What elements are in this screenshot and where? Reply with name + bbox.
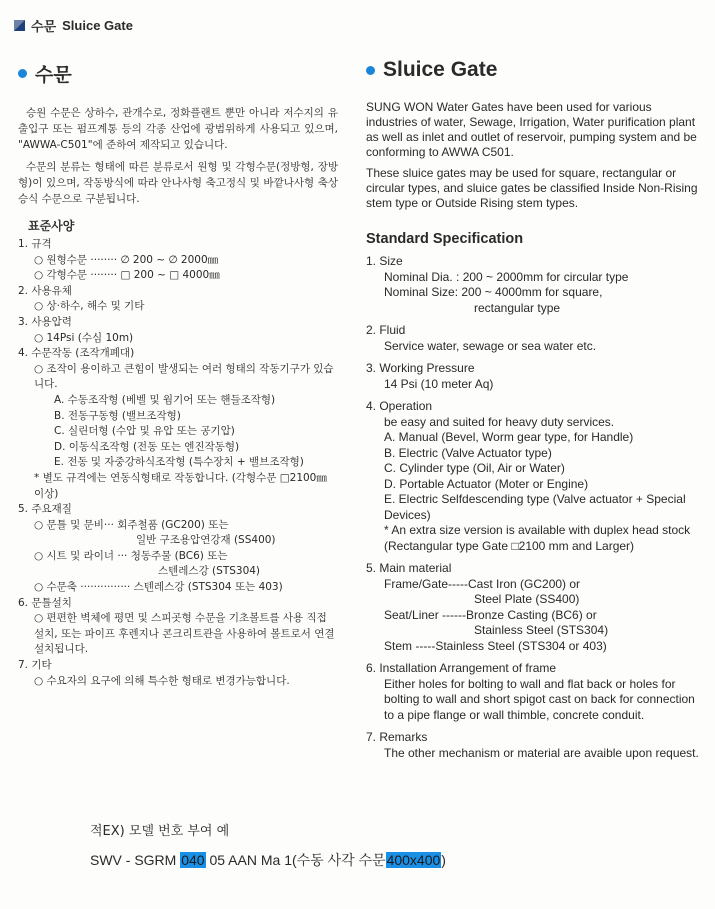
english-column xyxy=(366,58,706,761)
korean-title-row xyxy=(18,60,338,87)
k-fluid-val: ○ 상·하수, 해수 및 기타 xyxy=(34,300,145,313)
k-op-e: E. 전동 및 자중강하식조작형 (특수장치 + 밸브조작형) xyxy=(54,456,304,469)
e-op-a: A. Manual (Bevel, Worm gear type, for Handle) xyxy=(384,430,634,444)
k-operation-desc: ○ 조작이 용이하고 큰힘이 발생되는 여러 형태의 작동기구가 있습니다. xyxy=(34,362,334,391)
e-remarks: 7. Remarks xyxy=(366,730,428,744)
e-pressure-val: 14 Psi (10 meter Aq) xyxy=(384,376,494,391)
k-pressure: 3. 사용압력 xyxy=(18,315,72,328)
korean-intro-2: 수문의 분류는 형태에 따른 분류로서 원형 및 각형수문(정방형, 장방형)이 있으며, 작동방식에 따라 안나사형 축고정식 및 바깥나사형 축상승식 수문으로 구분됩니다. xyxy=(18,161,338,205)
k-op-a: A. 수동조작형 (베벨 및 웜기어 또는 핸들조작형) xyxy=(54,393,276,406)
k-install-desc: ○ 편편한 벽체에 평면 및 스피곳형 수문을 기초볼트를 사용 직접 설치, 또는 파이프 후렌지나 콘크리트관을 사용하여 볼트로서 연결 설치됩니다. xyxy=(34,612,335,656)
e-install: 6. Installation Arrangement of frame xyxy=(366,661,557,675)
model-code-prefix: SWV - SGRM xyxy=(90,852,177,868)
k-mat-frame-2: 일반 구조용압연강재 (SS400) xyxy=(136,534,276,547)
header-english: Sluice Gate xyxy=(62,18,133,33)
korean-column xyxy=(18,60,338,689)
korean-intro-1: 승원 수문은 상하수, 관개수로, 정화플랜트 뿐만 아니라 저수지의 유출입구 또는 펌프계통 등의 각종 산업에 광범위하게 사용되고 있으며, "AWWA-C501"에 준하여 제작되고 있습니다. xyxy=(18,107,338,151)
e-mat-frame-2: Steel Plate (SS400) xyxy=(474,592,580,606)
square-arrow-icon xyxy=(14,20,25,31)
header-korean: 수문 xyxy=(31,20,57,35)
e-mat-frame: Frame/Gate-----Cast Iron (GC200) or xyxy=(384,576,581,591)
e-install-desc: Either holes for bolting to wall and flat back or holes for bolting to wall and short spigot cast on back for connection to a pipe flange or wall thimble, concrete conduit. xyxy=(384,676,695,722)
k-install: 6. 문틀설치 xyxy=(18,596,72,609)
english-spec-title: Standard Specification xyxy=(366,231,524,247)
korean-title: 수문 xyxy=(35,64,72,86)
example-label: 적EX) 모델 번호 부여 예 xyxy=(90,824,230,839)
k-operation: 4. 수문작동 (조작개폐대) xyxy=(18,347,135,360)
k-mat-seat: ○ 시트 및 라이너 ··· 청동주물 (BC6) 또는 xyxy=(34,549,228,562)
english-intro-1: SUNG WON Water Gates have been used for various industries of water, Sewage, Irrigation, Water purification plant as well as inlet and outlet of reservoir, pumping system and be conforming to AWWA C501. xyxy=(366,100,697,159)
k-etc: 7. 기타 xyxy=(18,659,52,672)
k-fluid: 2. 사용유체 xyxy=(18,284,72,297)
k-op-b: B. 전동구동형 (밸브조작형) xyxy=(54,409,181,422)
k-etc-desc: ○ 수요자의 요구에 의해 특수한 형태로 변경가능합니다. xyxy=(34,674,290,687)
bullet-dot-icon xyxy=(366,66,375,75)
k-mat-seat-2: 스텐레스강 (STS304) xyxy=(158,565,261,578)
e-size-rect: rectangular type xyxy=(474,300,561,315)
e-remarks-desc: The other mechanism or material are avaible upon request. xyxy=(384,745,699,760)
e-op-d: D. Portable Actuator (Moter or Engine) xyxy=(384,476,589,491)
k-op-note: * 별도 규격에는 연동식형태로 작동합니다. (각형수문 □2100㎜ 이상) xyxy=(34,471,327,500)
e-op-e: E. Electric Selfdescending type (Valve actuator + Special Devices) xyxy=(384,492,686,522)
e-op-b: B. Electric (Valve Actuator type) xyxy=(384,445,552,460)
e-mat-seat: Seat/Liner ------Bronze Casting (BC6) or xyxy=(384,607,597,622)
model-code-highlight-1: 040 xyxy=(181,852,205,868)
english-intro-2: These sluice gates may be used for square, rectangular or circular types, and sluice gates be classified Inside Non-Rising stem type or Outside Rising stem types. xyxy=(366,166,698,210)
e-op-desc: be easy and suited for heavy duty services. xyxy=(384,414,615,429)
e-mat-stem: Stem -----Stainless Steel (STS304 or 403) xyxy=(384,638,607,653)
english-title: Sluice Gate xyxy=(383,58,498,81)
english-title-row xyxy=(366,58,706,82)
k-size: 1. 규격 xyxy=(18,238,52,250)
e-op-c: C. Cylinder type (Oil, Air or Water) xyxy=(384,461,565,475)
e-material: 5. Main material xyxy=(366,561,452,575)
page-header xyxy=(14,16,133,35)
e-size-dia: Nominal Dia. : 200 ~ 2000mm for circular type xyxy=(384,269,629,284)
model-code-highlight-2: 400x400 xyxy=(386,852,441,868)
k-size-circle: ○ 원형수문 ········ ∅ 200 ~ ∅ 2000㎜ xyxy=(34,253,219,266)
e-size: 1. Size xyxy=(366,254,403,268)
k-pressure-val: ○ 14Psi (수심 10m) xyxy=(34,331,134,344)
k-mat-stem: ○ 수문축 ··············· 스텐레스강 (STS304 또는 403) xyxy=(34,581,283,594)
model-code-end: ) xyxy=(441,852,446,868)
e-fluid-val: Service water, sewage or sea water etc. xyxy=(384,338,597,353)
model-code xyxy=(90,850,446,870)
k-mat-frame: ○ 문틀 및 문비··· 회주철품 (GC200) 또는 xyxy=(34,518,229,531)
k-op-c: C. 실린더형 (수압 및 유압 또는 공기압) xyxy=(54,425,235,438)
k-material: 5. 주요재질 xyxy=(18,503,72,516)
e-size-nom: Nominal Size: 200 ~ 4000mm for square, xyxy=(384,285,603,299)
bullet-dot-icon xyxy=(18,69,27,78)
korean-spec-title: 표준사양 xyxy=(28,219,75,233)
k-size-square: ○ 각형수문 ········ □ 200 ~ □ 4000㎜ xyxy=(34,269,220,282)
e-operation: 4. Operation xyxy=(366,399,433,413)
e-op-note: * An extra size version is available with duplex head stock (Rectangular type Gate □2100 mm and Larger) xyxy=(384,523,691,553)
e-pressure: 3. Working Pressure xyxy=(366,361,475,375)
e-fluid: 2. Fluid xyxy=(366,323,406,337)
e-mat-seat-2: Stainless Steel (STS304) xyxy=(474,623,609,637)
k-op-d: D. 이동식조작형 (전동 또는 엔진작동형) xyxy=(54,440,240,453)
model-code-middle: 05 AAN Ma 1(수동 사각 수문 xyxy=(209,852,386,868)
